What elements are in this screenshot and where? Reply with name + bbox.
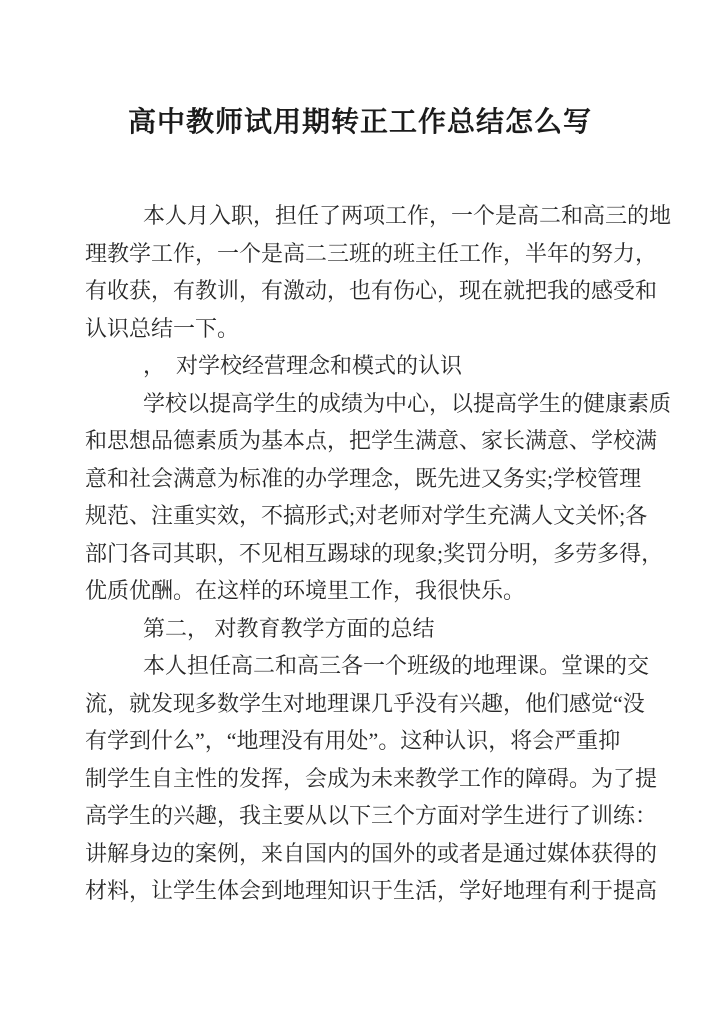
text-line: 讲解身边的案例，来自国内的国外的或者是通过媒体获得的: [85, 840, 658, 866]
document-body: [85, 197, 672, 910]
text-line: 有收获，有教训，有激动，也有伤心，现在就把我的感受和: [85, 278, 658, 303]
text-line: 有学到什么”，“地理没有用处”。这种认识，将会严重抑: [85, 728, 621, 753]
text-line: 流，就发现多数学生对地理课几乎没有兴趣，他们感觉“没: [85, 690, 645, 716]
text-line: 本人月入职，担任了两项工作，一个是高二和高三的地: [143, 203, 672, 228]
text-line: 和思想品德素质为基本点，把学生满意、家长满意、学校满: [85, 428, 658, 453]
text-line: 材料，让学生体会到地理知识于生活，学好地理有利于提高: [85, 878, 658, 903]
text-line: 制学生自主性的发挥，会成为未来教学工作的障碍。为了提: [85, 765, 658, 791]
text-line: 第二， 对教育教学方面的总结: [143, 615, 435, 641]
text-line: 本人担任高二和高三各一个班级的地理课。堂课的交: [143, 653, 650, 678]
text-line: 学校以提高学生的成绩为中心，以提高学生的健康素质: [143, 390, 672, 416]
text-line: 意和社会满意为标准的办学理念，既先进又务实;学校管理: [85, 465, 642, 491]
text-line: 理教学工作，一个是高二三班的班主任工作，半年的努力，: [85, 240, 658, 266]
document-title: 高中教师试用期转正工作总结怎么写: [127, 106, 592, 137]
text-line: 认识总结一下。: [85, 315, 240, 341]
text-line: 高学生的兴趣，我主要从以下三个方面对学生进行了训练：: [85, 803, 658, 828]
text-line: 规范、注重实效，不搞形式;对老师对学生充满人文关怀;各: [85, 503, 648, 528]
text-line: ， 对学校经营理念和模式的认识: [143, 353, 463, 378]
text-line: 优质优酬。在这样的环境里工作，我很快乐。: [85, 578, 526, 603]
text-line: 部门各司其职，不见相互踢球的现象;奖罚分明，多劳多得，: [85, 540, 664, 566]
